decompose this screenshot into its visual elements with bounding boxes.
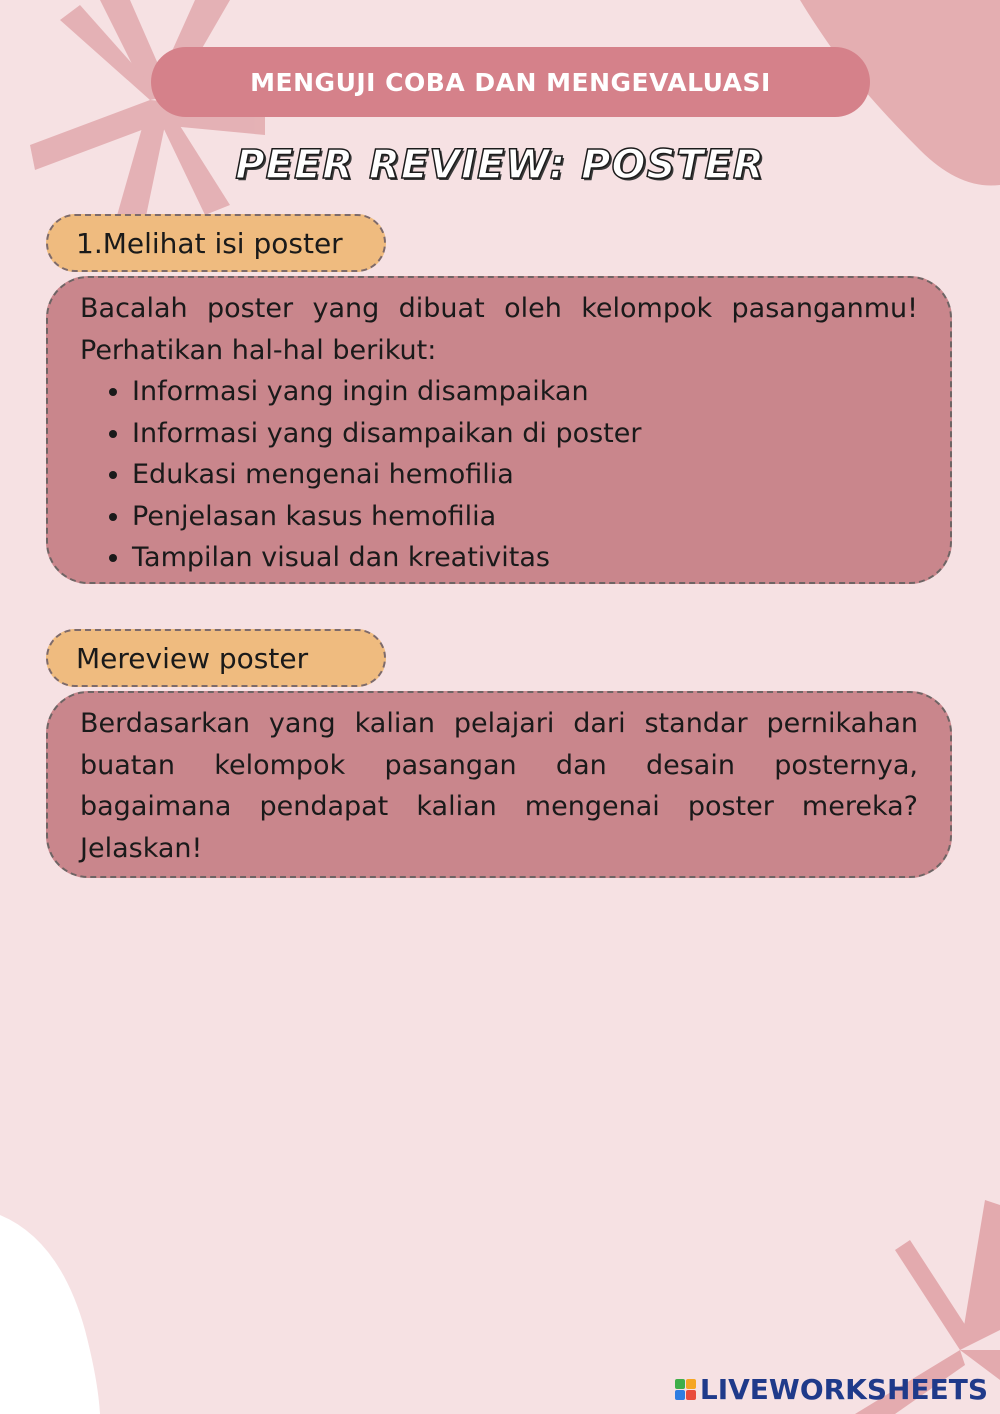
list-item: • Informasi yang ingin disampaikan xyxy=(132,371,918,413)
liveworksheets-logo xyxy=(675,1373,988,1406)
top-left-starburst xyxy=(30,0,265,245)
section2-text: Berdasarkan yang kalian pelajari dari standar pernikahan buatan kelompok pasangan dan desain posternya, bagaimana pendapat kalian mengenai poster mereka? Jelaskan! xyxy=(80,708,918,864)
section1-label-pill xyxy=(46,214,386,272)
list-item: • Tampilan visual dan kreativitas xyxy=(132,537,918,579)
list-item: • Penjelasan kasus hemofilia xyxy=(132,496,918,538)
bottom-left-blob xyxy=(0,1215,100,1414)
section2-card xyxy=(46,691,952,878)
section1-intro: Bacalah poster yang dibuat oleh kelompok pasanganmu! Perhatikan hal-hal berikut: xyxy=(80,293,918,366)
header-title: MENGUJI COBA DAN MENGEVALUASI xyxy=(250,67,771,97)
liveworksheets-brand-text: LIVEWORKSHEETS xyxy=(699,1373,988,1406)
list-item: • Edukasi mengenai hemofilia xyxy=(132,454,918,496)
section1-card xyxy=(46,276,952,584)
header-banner xyxy=(151,47,870,117)
section1-list xyxy=(80,371,918,579)
section2-label-pill xyxy=(46,629,386,687)
list-item: • Informasi yang disampaikan di poster xyxy=(132,413,918,455)
liveworksheets-logo-icon xyxy=(675,1379,696,1400)
page-title: PEER REVIEW: POSTER xyxy=(235,142,765,188)
section1-label: 1.Melihat isi poster xyxy=(76,226,343,260)
section2-label: Mereview poster xyxy=(76,641,309,675)
